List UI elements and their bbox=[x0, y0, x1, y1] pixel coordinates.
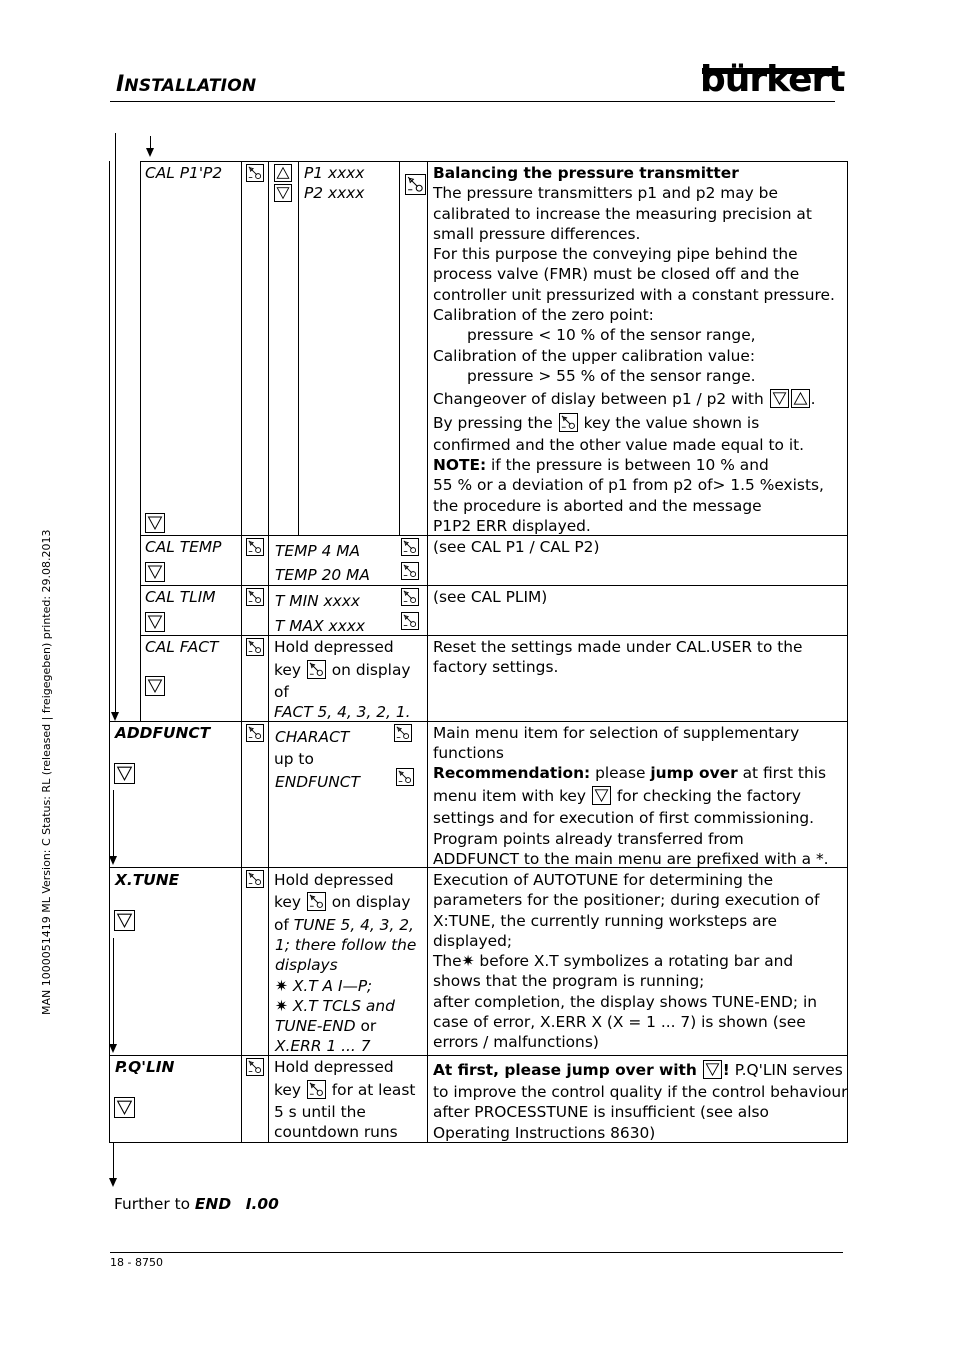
desc-line: 55 % or a deviation of p1 from p2 of> 1.5 %exists, bbox=[433, 476, 824, 494]
header-rule-right bbox=[332, 101, 835, 102]
desc-line: By pressing the key the value shown is bbox=[433, 414, 760, 432]
display-hold: Hold depressed bbox=[274, 871, 394, 889]
enter-key-icon bbox=[396, 768, 414, 786]
enter-key-icon bbox=[246, 588, 264, 606]
desc-line: confirmed and the other value made equal to it. bbox=[433, 436, 805, 454]
further-to-end: Further to END I.00 bbox=[114, 1195, 279, 1213]
flow-arrow-outer bbox=[111, 712, 119, 721]
enter-key-icon bbox=[401, 588, 419, 606]
desc-line: controller unit pressurized with a constant pressure. bbox=[433, 286, 835, 304]
desc-line: errors / malfunctions) bbox=[433, 1033, 599, 1051]
desc-line: the procedure is aborted and the message bbox=[433, 497, 762, 515]
display-temp-4ma: TEMP 4 MA bbox=[275, 542, 361, 560]
display-of: of bbox=[274, 683, 289, 701]
desc-line: Recommendation: please jump over at first this bbox=[433, 764, 826, 782]
down-arrow-icon bbox=[145, 562, 165, 582]
down-arrow-icon bbox=[703, 1060, 722, 1079]
desc-line: case of error, X.ERR X (X = 1 ... 7) is shown (see bbox=[433, 1013, 806, 1031]
up-arrow-icon bbox=[274, 164, 292, 182]
enter-key-icon bbox=[246, 724, 264, 742]
display-xt-tcls: ✷ X.T TCLS and bbox=[275, 997, 395, 1015]
enter-key-icon bbox=[405, 174, 426, 195]
page-number: 18 - 8750 bbox=[110, 1256, 163, 1269]
desc-line: ADDFUNCT to the main menu are prefixed with a *. bbox=[433, 850, 829, 868]
enter-key-icon bbox=[394, 724, 412, 742]
table-rule bbox=[109, 161, 110, 1143]
desc-line: Operating Instructions 8630) bbox=[433, 1124, 656, 1142]
enter-key-icon bbox=[246, 1058, 264, 1076]
star-icon: ✷ bbox=[461, 952, 475, 970]
brand-logo: bürkert bbox=[700, 59, 845, 100]
desc-line: pressure < 10 % of the sensor range, bbox=[467, 326, 756, 344]
document-meta: MAN 1000051419 ML Version: C Status: RL (released | freigegeben) printed: 29.08.2013 bbox=[40, 529, 53, 1015]
desc-line: after completion, the display shows TUNE-END; in bbox=[433, 993, 817, 1011]
display-temp-20ma: TEMP 20 MA bbox=[275, 566, 370, 584]
menu-label-cal-p1p2: CAL P1'P2 bbox=[145, 164, 223, 182]
display-line: 5 s until the bbox=[274, 1103, 366, 1121]
desc-line: X:TUNE, the currently running worksteps are bbox=[433, 912, 777, 930]
desc-line: parameters for the positioner; during execution of bbox=[433, 891, 820, 909]
enter-key-icon bbox=[246, 538, 264, 556]
desc-title: Balancing the pressure transmitter bbox=[433, 164, 739, 182]
down-arrow-icon bbox=[145, 513, 165, 533]
desc-line: factory settings. bbox=[433, 658, 559, 676]
table-rule bbox=[847, 161, 848, 1143]
desc-line: shows that the program is running; bbox=[433, 972, 705, 990]
desc-line: (see CAL PLIM) bbox=[433, 588, 548, 606]
desc-line: settings and for execution of first commissioning. bbox=[433, 809, 815, 827]
desc-line: The pressure transmitters p1 and p2 may be bbox=[433, 184, 778, 202]
down-arrow-icon bbox=[770, 389, 789, 408]
flow-line-outer bbox=[115, 133, 116, 713]
down-arrow-icon bbox=[114, 910, 135, 931]
desc-line: menu item with key for checking the factory bbox=[433, 787, 801, 805]
display-line: countdown runs bbox=[274, 1123, 398, 1141]
display-tune: of TUNE 5, 4, 3, 2, bbox=[274, 916, 414, 934]
flow-line-addfunct bbox=[113, 790, 114, 858]
desc-line: For this purpose the conveying pipe behind the bbox=[433, 245, 798, 263]
display-endfunct: ENDFUNCT bbox=[275, 773, 360, 791]
flow-arrow-addfunct bbox=[109, 856, 117, 865]
table-rule bbox=[109, 1055, 848, 1056]
enter-key-icon bbox=[246, 870, 264, 888]
display-charact: CHARACT bbox=[275, 728, 350, 746]
desc-line: Reset the settings made under CAL.USER to the bbox=[433, 638, 803, 656]
table-rule bbox=[268, 161, 269, 1143]
enter-key-icon bbox=[401, 612, 419, 630]
desc-line: Program points already transferred from bbox=[433, 830, 744, 848]
display-follow: displays bbox=[275, 956, 338, 974]
down-arrow-icon bbox=[274, 184, 292, 202]
desc-line: small pressure differences. bbox=[433, 225, 641, 243]
header-rule-left bbox=[110, 101, 332, 102]
enter-key-icon bbox=[401, 562, 419, 580]
display-up-to: up to bbox=[274, 750, 314, 768]
table-rule bbox=[140, 161, 141, 722]
desc-line: Calibration of the upper calibration value: bbox=[433, 347, 756, 365]
display-fact: FACT 5, 4, 3, 2, 1. bbox=[274, 703, 411, 721]
desc-line: Main menu item for selection of supplementary bbox=[433, 724, 800, 742]
desc-line: Calibration of the zero point: bbox=[433, 306, 654, 324]
desc-line: process valve (FMR) must be closed off and the bbox=[433, 265, 800, 283]
display-key: key on display bbox=[274, 661, 411, 679]
down-arrow-icon bbox=[145, 612, 165, 632]
table-rule bbox=[427, 161, 428, 1143]
desc-line: Changeover of dislay between p1 / p2 with . bbox=[433, 390, 816, 408]
desc-line: displayed; bbox=[433, 932, 513, 950]
footer-rule bbox=[110, 1252, 843, 1253]
menu-label-addfunct: ADDFUNCT bbox=[115, 724, 211, 742]
page-title: INSTALLATION bbox=[116, 72, 257, 97]
flow-line-xtune bbox=[113, 938, 114, 1046]
display-p2: P2 xxxx bbox=[304, 184, 365, 202]
desc-line: P1P2 ERR displayed. bbox=[433, 517, 591, 535]
menu-label-pqlin: P.Q'LIN bbox=[115, 1058, 175, 1076]
display-key: key on display bbox=[274, 893, 411, 911]
enter-key-icon bbox=[246, 638, 264, 656]
up-arrow-icon bbox=[791, 389, 810, 408]
menu-label-cal-fact: CAL FACT bbox=[145, 638, 219, 656]
display-hold: Hold depressed bbox=[274, 1058, 394, 1076]
enter-key-icon bbox=[246, 164, 264, 182]
desc-line: At first, please jump over with ! P.Q'LIN serves bbox=[433, 1061, 843, 1079]
desc-line: NOTE: if the pressure is between 10 % and bbox=[433, 456, 769, 474]
display-follow: 1; there follow the bbox=[275, 936, 417, 954]
enter-key-icon bbox=[307, 1080, 326, 1099]
table-rule bbox=[399, 161, 400, 536]
display-tune-end: TUNE-END or bbox=[275, 1017, 377, 1035]
menu-label-cal-temp: CAL TEMP bbox=[145, 538, 222, 556]
flow-arrow-xtune bbox=[109, 1044, 117, 1053]
flow-arrow-pqlin bbox=[109, 1178, 117, 1187]
table-rule bbox=[140, 585, 848, 586]
desc-line: to improve the control quality if the control behaviour bbox=[433, 1083, 848, 1101]
display-xt-aip: ✷ X.T A I—P; bbox=[275, 977, 373, 995]
star-icon: ✷ bbox=[275, 977, 288, 995]
desc-line: functions bbox=[433, 744, 504, 762]
desc-line: Execution of AUTOTUNE for determining the bbox=[433, 871, 774, 889]
display-tmin: T MIN xxxx bbox=[275, 592, 360, 610]
enter-key-icon bbox=[559, 413, 578, 432]
down-arrow-icon bbox=[114, 763, 135, 784]
desc-line: after PROCESSTUNE is insufficient (see also bbox=[433, 1103, 769, 1121]
star-icon: ✷ bbox=[275, 997, 288, 1015]
display-p1: P1 xxxx bbox=[304, 164, 365, 182]
enter-key-icon bbox=[401, 538, 419, 556]
flow-line-pqlin bbox=[113, 1143, 114, 1181]
down-arrow-icon bbox=[592, 786, 611, 805]
desc-line: (see CAL P1 / CAL P2) bbox=[433, 538, 600, 556]
display-key: key for at least bbox=[274, 1081, 416, 1099]
display-hold: Hold depressed bbox=[274, 638, 394, 656]
display-xerr: X.ERR 1 ... 7 bbox=[275, 1037, 371, 1055]
table-rule bbox=[241, 161, 242, 1143]
enter-key-icon bbox=[307, 660, 326, 679]
desc-line: pressure > 55 % of the sensor range. bbox=[467, 367, 756, 385]
desc-line: calibrated to increase the measuring precision at bbox=[433, 205, 812, 223]
flow-arrow-inner-top bbox=[146, 148, 154, 157]
menu-label-cal-tlim: CAL TLIM bbox=[145, 588, 216, 606]
table-rule bbox=[298, 161, 299, 536]
table-rule bbox=[140, 635, 848, 636]
display-tmax: T MAX xxxx bbox=[275, 617, 365, 635]
down-arrow-icon bbox=[114, 1097, 135, 1118]
desc-line: The✷ before X.T symbolizes a rotating bar and bbox=[433, 952, 794, 970]
enter-key-icon bbox=[307, 892, 326, 911]
menu-label-xtune: X.TUNE bbox=[115, 871, 180, 889]
table-rule bbox=[109, 721, 848, 722]
table-rule bbox=[140, 161, 848, 162]
down-arrow-icon bbox=[145, 676, 165, 696]
